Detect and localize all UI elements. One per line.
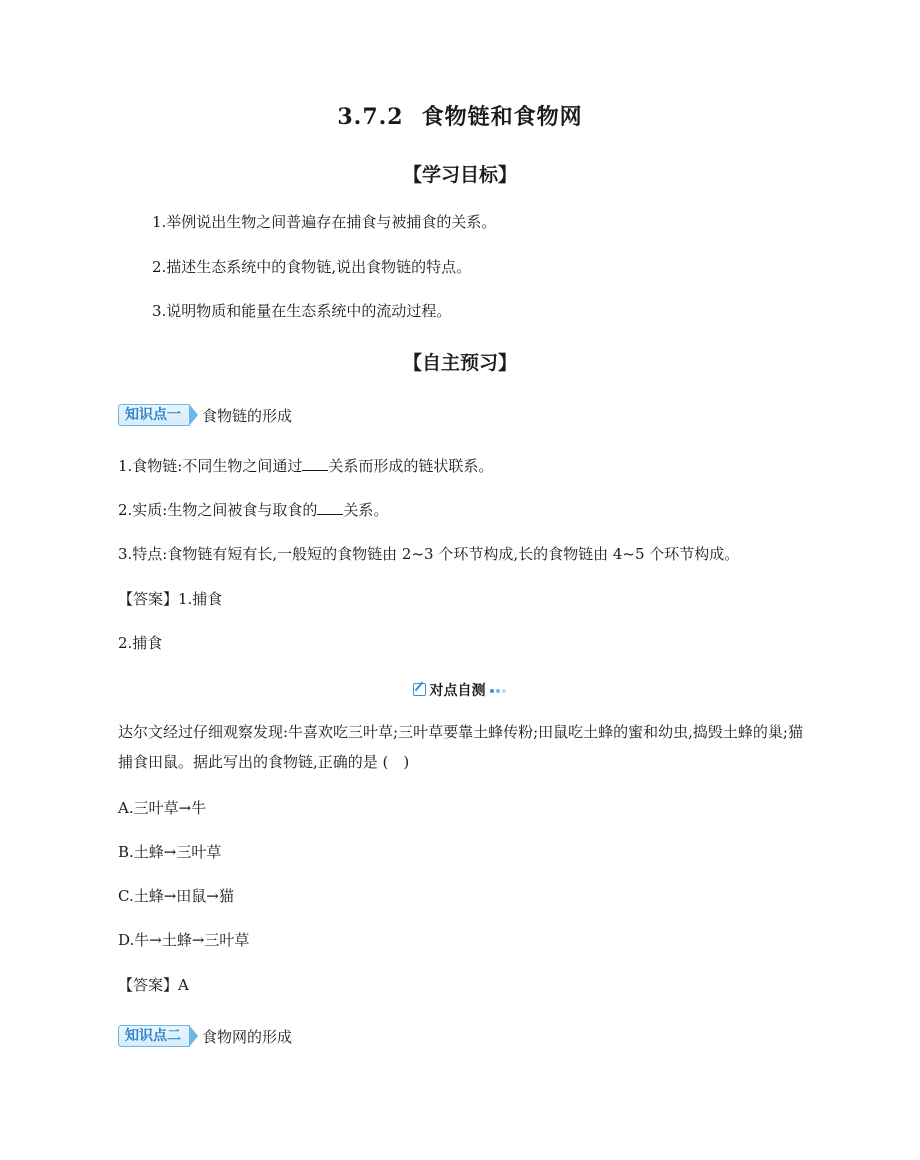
food-chain-features: 3.特点:食物链有短有长,一般短的食物链由 2~3 个环节构成,长的食物链由 4~5 个环节构成。 <box>118 545 740 563</box>
answer-line: 【答案】A <box>118 976 189 994</box>
answer-blank <box>317 500 343 515</box>
knowledge-point-1 <box>118 403 292 427</box>
section-number: 3.7.2 <box>337 104 404 130</box>
answer-line: 【答案】1.捕食 <box>118 590 223 608</box>
knowledge-point-2 <box>118 1024 292 1048</box>
answer-blank <box>302 456 328 471</box>
pencil-icon <box>413 683 426 696</box>
title-text: 食物链和食物网 <box>421 104 583 130</box>
food-chain-essence: 2.实质:生物之间被食与取食的 关系。 <box>118 501 389 519</box>
option-b: B.土蜂→三叶草 <box>118 843 222 861</box>
knowledge-point-title: 食物网的形成 <box>202 1027 293 1046</box>
goal-item: 2.描述生态系统中的食物链,说出食物链的特点。 <box>152 258 472 276</box>
self-test-heading <box>0 680 920 700</box>
option-c: C.土蜂→田鼠→猫 <box>118 887 234 905</box>
self-test-label: 对点自测 <box>429 683 486 699</box>
page-title <box>0 100 920 131</box>
answer-line: 2.捕食 <box>118 634 163 652</box>
knowledge-point-badge: 知识点一 <box>118 404 190 426</box>
knowledge-point-title: 食物链的形成 <box>202 406 293 425</box>
self-preview-heading: 【自主预习】 <box>402 352 517 374</box>
goal-item: 3.说明物质和能量在生态系统中的流动过程。 <box>152 302 452 320</box>
option-a: A.三叶草→牛 <box>118 799 207 817</box>
question-text: 达尔文经过仔细观察发现:牛喜欢吃三叶草;三叶草要靠土蜂传粉;田鼠吃土蜂的蜜和幼虫,捣毁土蜂的巢;猫捕食田鼠。据此写出的食物链,正确的是 ( ) <box>118 723 803 771</box>
knowledge-point-badge: 知识点二 <box>118 1025 190 1047</box>
goal-item: 1.举例说出生物之间普遍存在捕食与被捕食的关系。 <box>152 213 497 231</box>
option-d: D.牛→土蜂→三叶草 <box>118 931 250 949</box>
dots-icon <box>490 683 508 699</box>
learning-goals-heading: 【学习目标】 <box>402 164 517 186</box>
food-chain-definition: 1.食物链:不同生物之间通过 关系而形成的链状联系。 <box>118 457 494 475</box>
